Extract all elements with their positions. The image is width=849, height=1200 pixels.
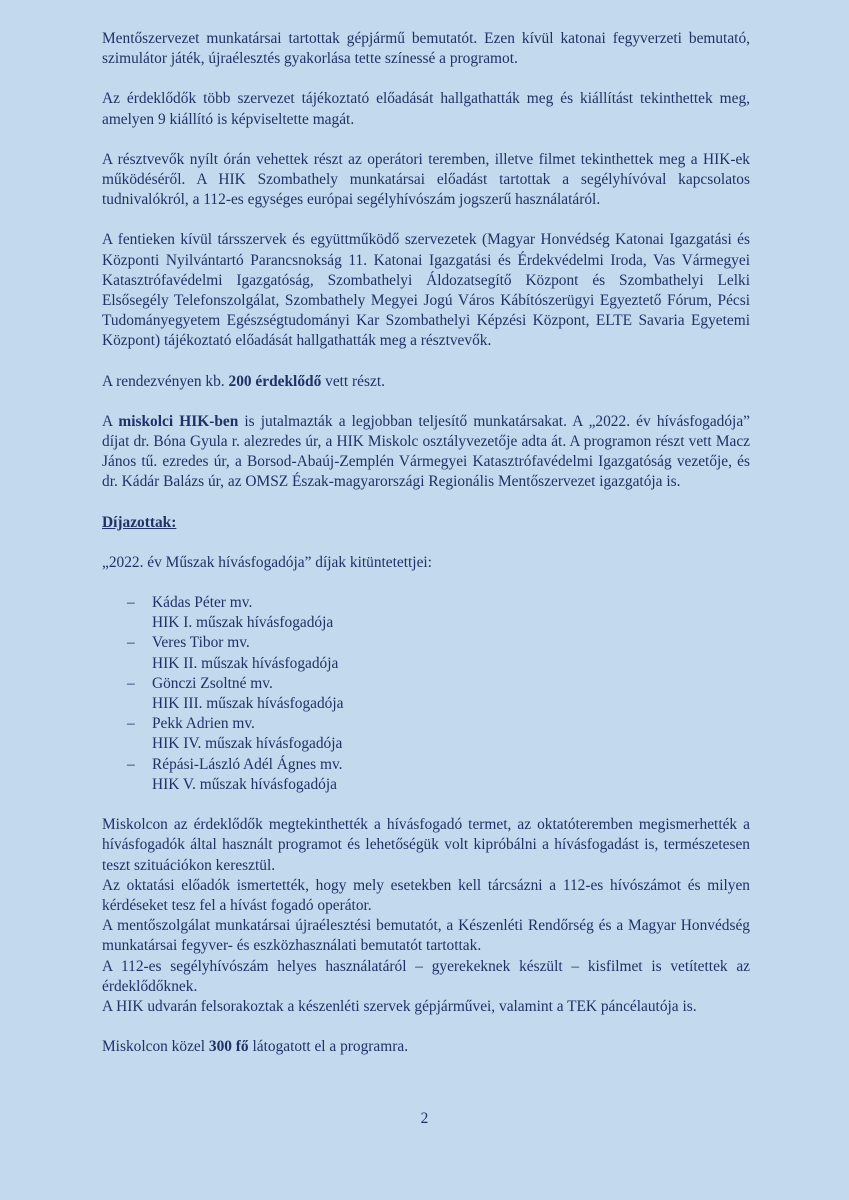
awardee-name: Pekk Adrien mv.: [152, 715, 255, 733]
paragraph-short-film: A 112-es segélyhívószám helyes használatáról – gyerekeknek készült – kisfilmet is vetítettek az érdeklődőknek.: [102, 957, 750, 995]
paragraph-presentations: Az érdeklődők több szervezet tájékoztató előadását hallgathatták meg és kiállítást tekinthettek meg, amelyen 9 kiállító is képviseltette magát.: [102, 90, 750, 128]
list-item: [102, 714, 750, 754]
awardee-name: Gönczi Zsoltné mv.: [152, 674, 273, 692]
list-item: [102, 755, 750, 795]
text: is jutalmazták a legjobban teljesítő munkatársakat. A „2022. év hívásfogadója” díjat dr. Bóna Gyula r. alezredes úr, a HIK Miskolc osztályvezetője adta át. A programon részt vett Macz János tű. ezredes úr, a Borsod-Abaúj-Zemplén Vármegyei Katasztrófavédelmi Igazgatóság vezetője, és dr. Kádár Balázs úr, az OMSZ Észak-magyarországi Regionális Mentőszervezet igazgatója is.: [102, 412, 750, 491]
paragraph-attendance-szombathely: [102, 372, 750, 392]
paragraph-vehicles: A HIK udvarán felsorakoztak a készenléti szervek gépjárművei, valamint a TEK páncélautója is.: [102, 997, 697, 1015]
awardees-heading: Díjazottak:: [102, 513, 177, 531]
text: látogatott el a programra.: [248, 1038, 409, 1056]
text: A rendezvényen kb.: [102, 372, 229, 390]
awardee-title: HIK II. műszak hívásfogadója: [152, 654, 339, 672]
awardees-list: [102, 593, 750, 795]
paragraph-open-class: A résztvevők nyílt órán vehettek részt az operátori teremben, illetve filmet tekinthettek meg a HIK-ek működéséről. A HIK Szombathely munkatársai előadást tartottak a segélyhívóval kapcsolatos tudnivalókról, a 112-es egységes európai segélyhívószám jogszerű használatáról.: [102, 150, 750, 209]
paragraph-partner-organisations: A fentieken kívül társszervek és együttműködő szervezetek (Magyar Honvédség Katonai Igazgatási és Központi Nyilvántartó Parancsnokság 11. Katonai Igazgatási és Érdekvédelmi Iroda, Vas Vármegyei Katasztrófavédelmi Igazgatóság, Szombathelyi Áldozatsegítő Központ és Szombathelyi Lelki Elsősegély Telefonszolgálat, Szombathely Megyei Jogú Város Kábítószerügyi Egyeztető Fórum, Pécsi Tudományegyetem Egészségtudományi Kar Szombathelyi Képzési Központ, ELTE Savaria Egyetemi Központ) tájékoztató előadását hallgathatták meg a résztvevők.: [102, 231, 750, 350]
paragraph-vehicle-demo: Mentőszervezet munkatársai tartottak gépjármű bemutatót. Ezen kívül katonai fegyverzeti bemutató, szimulátor játék, újraélesztés gyakorlása tette színessé a programot.: [102, 30, 750, 68]
list-item: [102, 633, 750, 673]
dash-bullet: –: [127, 594, 135, 612]
awardee-title: HIK III. műszak hívásfogadója: [152, 695, 344, 713]
awards-intro: „2022. év Műszak hívásfogadója” díjak kitüntetettjei:: [102, 553, 432, 571]
bold-text: miskolci HIK-ben: [118, 412, 239, 430]
text: A: [102, 412, 119, 430]
awardee-name: Répási-László Adél Ágnes mv.: [152, 755, 343, 773]
bold-text: 300 fő: [208, 1038, 249, 1056]
list-item: [102, 593, 750, 633]
awardee-title: HIK I. műszak hívásfogadója: [152, 614, 334, 632]
awardee-name: Veres Tibor mv.: [152, 634, 250, 652]
paragraph-miskolc-visit: Miskolcon az érdeklődők megtekinthették a hívásfogadó termet, az oktatóteremben megismerhették a hívásfogadók által használt programot és lehetőségük volt kipróbálni a hívásfogadást is, természetesen teszt szituációkon keresztül.: [102, 816, 750, 874]
page-number: 2: [420, 1110, 429, 1127]
text: Miskolcon közel: [102, 1038, 209, 1056]
page-content: [102, 29, 750, 1057]
dash-bullet: –: [127, 755, 135, 773]
bold-text: 200 érdeklődő: [228, 372, 322, 390]
paragraph-miskolc-awards: [102, 412, 750, 493]
awardee-title: HIK IV. műszak hívásfogadója: [152, 735, 343, 753]
paragraph-training: Az oktatási előadók ismertették, hogy mely esetekben kell tárcsázni a 112-es hívószámot és milyen kérdéseket tesz fel a hívást fogadó operátor.: [102, 876, 750, 914]
list-item: [102, 674, 750, 714]
paragraph-demonstrations: A mentőszolgálat munkatársai újraélesztési bemutatót, a Készenléti Rendőrség és a Magyar Honvédség munkatársai fegyver- és eszközhasználati bemutatót tartottak.: [102, 917, 750, 955]
paragraph-attendance-miskolc: [102, 1037, 750, 1057]
dash-bullet: –: [127, 634, 135, 652]
awardee-name: Kádas Péter mv.: [152, 594, 253, 612]
awardee-title: HIK V. műszak hívásfogadója: [152, 775, 337, 793]
dash-bullet: –: [127, 674, 135, 692]
dash-bullet: –: [127, 715, 135, 733]
text: vett részt.: [321, 372, 385, 390]
